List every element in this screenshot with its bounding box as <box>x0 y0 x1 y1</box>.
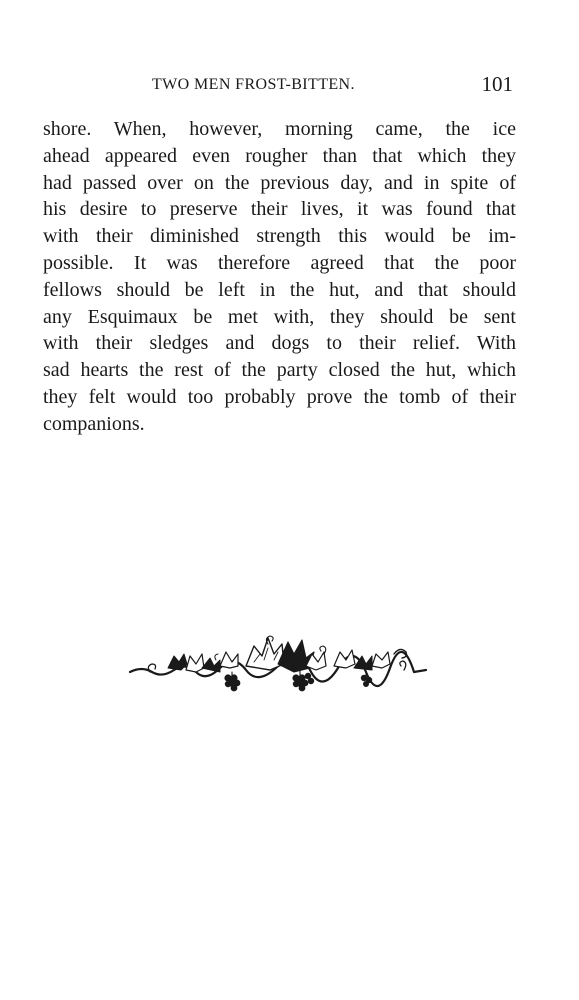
running-head <box>42 72 517 100</box>
text-line-7: fellows should be left in the hut, and that should <box>43 278 516 301</box>
text-line-1: shore. When, however, morning came, the ice <box>43 118 516 140</box>
text-line-9: with their sledges and dogs to their relief. With <box>43 332 516 355</box>
text-line-12: companions. <box>43 412 145 435</box>
text-line-6: possible. It was therefore agreed that the poor <box>43 251 516 274</box>
body-text <box>43 116 516 438</box>
text-line-2: ahead appeared even rougher than that which they <box>43 144 516 167</box>
vine-tailpiece-icon <box>128 632 428 704</box>
text-line-5: with their diminished strength this would be im- <box>43 225 516 248</box>
text-line-8: any Esquimaux be met with, they should be sent <box>43 305 516 328</box>
text-line-10: sad hearts the rest of the party closed the hut, which <box>43 359 516 382</box>
text-line-4: his desire to preserve their lives, it was found that <box>43 198 516 221</box>
running-title: TWO MEN FROST-BITTEN. <box>152 76 355 93</box>
page-number: 101 <box>481 72 513 96</box>
text-line-11: they felt would too probably prove the tomb of their <box>43 385 516 408</box>
text-line-3: had passed over on the previous day, and in spite of <box>43 171 516 194</box>
